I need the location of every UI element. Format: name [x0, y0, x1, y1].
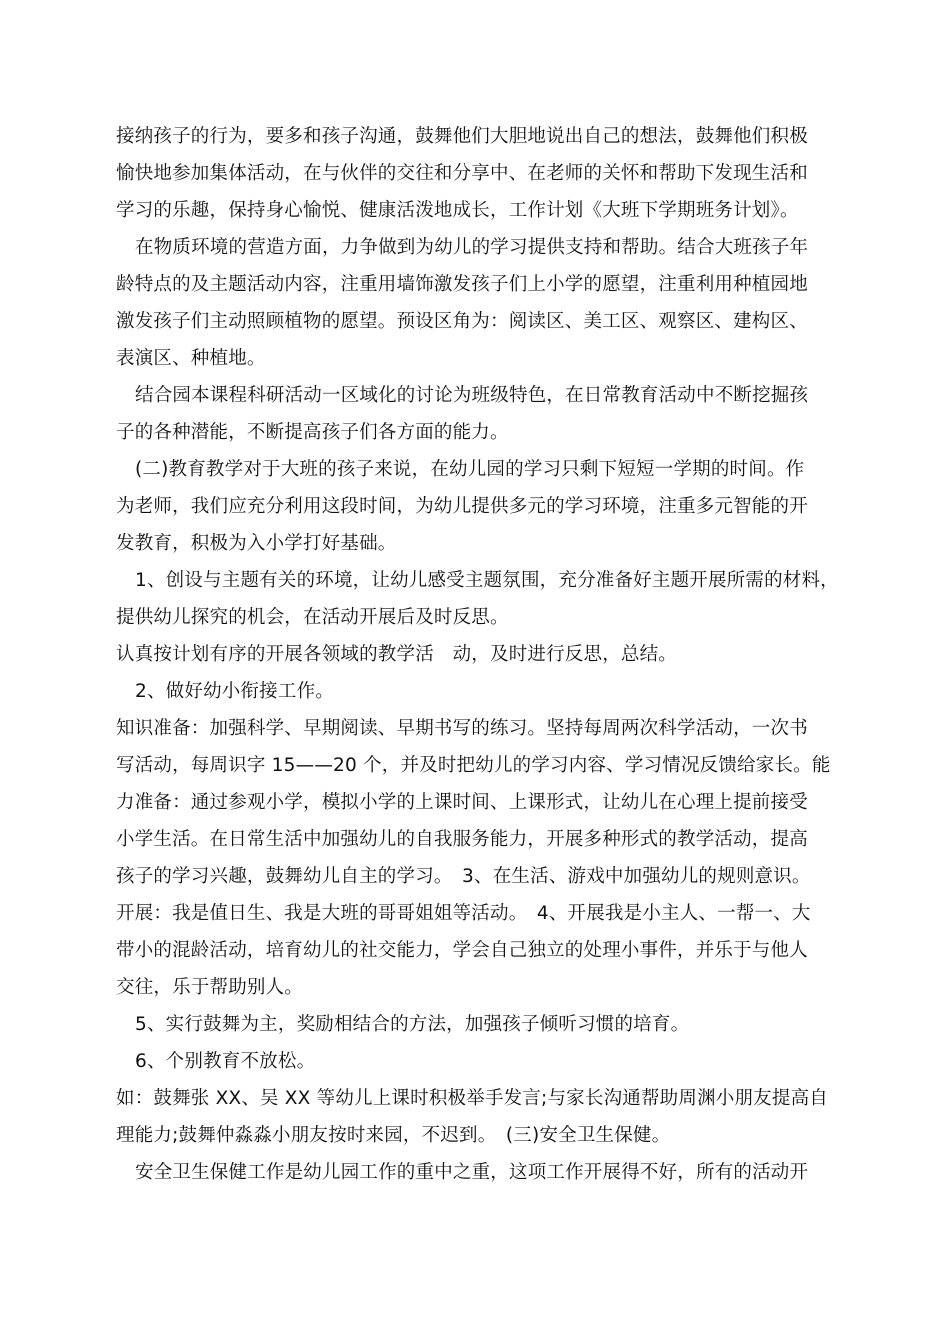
section-heading-line: (二)教育教学对于大班的孩子来说，在幼儿园的学习只剩下短短一学期的时间。作 [135, 459, 805, 480]
text-line: 认真按计划有序的开展各领域的教学活 动，及时进行反思，总结。 [116, 644, 678, 665]
text-line: 如：鼓舞张 XX、吴 XX 等幼儿上课时积极举手发言;与家长沟通帮助周渊小朋友提高自 [116, 1088, 828, 1109]
list-item-line: 5、实行鼓舞为主，奖励相结合的方法，加强孩子倾听习惯的培育。 [135, 1014, 690, 1035]
text-line: 表演区、种植地。 [116, 348, 266, 369]
text-line: 龄特点的及主题活动内容，注重用墙饰激发孩子们上小学的愿望，注重利用种植园地 [116, 274, 808, 295]
text-line: 激发孩子们主动照顾植物的愿望。预设区角为：阅读区、美工区、观察区、建构区、 [116, 311, 808, 332]
paragraph-start-line: 在物质环境的营造方面，力争做到为幼儿的学习提供支持和帮助。结合大班孩子年 [135, 237, 809, 258]
text-line: 交往，乐于帮助别人。 [116, 977, 304, 998]
list-item-line: 1、创设与主题有关的环境，让幼儿感受主题氛围，充分准备好主题开展所需的材料， [135, 570, 839, 591]
text-line: 提供幼儿探究的机会，在活动开展后及时反思。 [116, 607, 509, 628]
text-line: 带小的混龄活动，培育幼儿的社交能力，学会自己独立的处理小事件，并乐于与他人 [116, 940, 808, 961]
text-line: 子的各种潜能，不断提高孩子们各方面的能力。 [116, 422, 509, 443]
text-line: 开展：我是值日生、我是大班的哥哥姐姐等活动。 4、开展我是小主人、一帮一、大 [116, 903, 811, 924]
text-line: 孩子的学习兴趣，鼓舞幼儿自主的学习。 3、在生活、游戏中加强幼儿的规则意识。 [116, 866, 811, 887]
text-line: 为老师，我们应充分利用这段时间，为幼儿提供多元的学习环境，注重多元智能的开 [116, 496, 808, 517]
text-line: 发教育，积极为入小学打好基础。 [116, 533, 397, 554]
text-line: 知识准备：加强科学、早期阅读、早期书写的练习。坚持每周两次科学活动，一次书 [116, 718, 808, 739]
text-line: 愉快地参加集体活动，在与伙伴的交往和分享中、在老师的关怀和帮助下发现生活和 [116, 163, 808, 184]
document-body [116, 118, 846, 1191]
text-line: 小学生活。在日常生活中加强幼儿的自我服务能力，开展多种形式的教学活动，提高 [116, 829, 808, 850]
list-item-line: 6、个别教育不放松。 [135, 1051, 316, 1072]
text-line: 力准备：通过参观小学，模拟小学的上课时间、上课形式，让幼儿在心理上提前接受 [116, 792, 808, 813]
text-line: 写活动，每周识字 15——20 个，并及时把幼儿的学习内容、学习情况反馈给家长。能 [116, 755, 831, 776]
text-line: 学习的乐趣，保持身心愉悦、健康活泼地成长，工作计划《大班下学期班务计划》。 [116, 200, 799, 221]
text-line: 接纳孩子的行为，要多和孩子沟通，鼓舞他们大胆地说出自己的想法，鼓舞他们积极 [116, 126, 808, 147]
paragraph-start-line: 结合园本课程科研活动一区域化的讨论为班级特色，在日常教育活动中不断挖掘孩 [135, 385, 809, 406]
text-line: 理能力;鼓舞仲淼淼小朋友按时来园，不迟到。 (三)安全卫生保健。 [116, 1125, 671, 1146]
list-item-line: 2、做好幼小衔接工作。 [135, 681, 334, 702]
paragraph-start-line: 安全卫生保健工作是幼儿园工作的重中之重，这项工作开展得不好，所有的活动开 [135, 1162, 809, 1183]
